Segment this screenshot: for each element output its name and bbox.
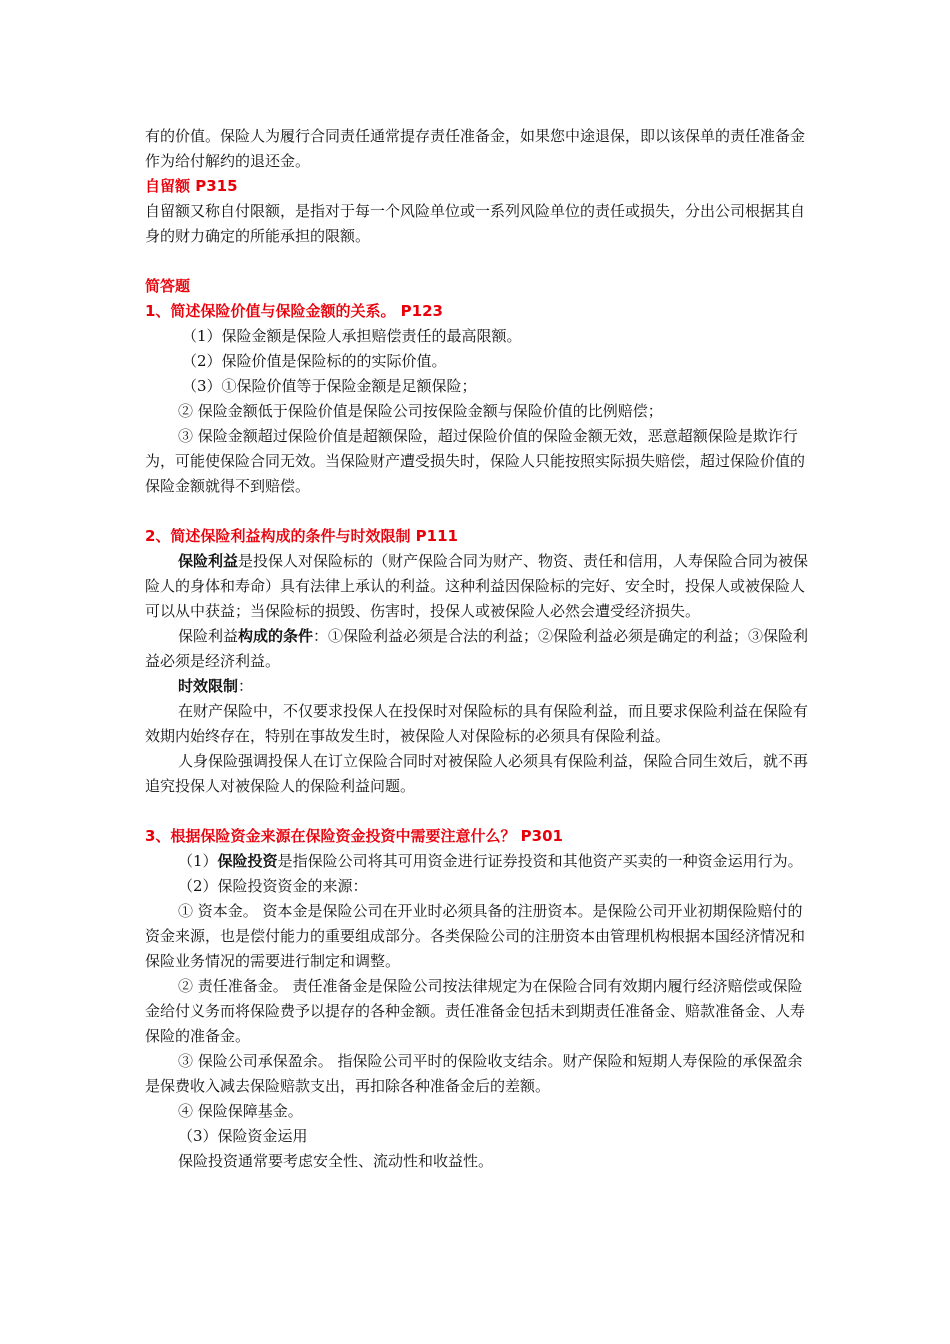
q3-paragraph: ④ 保险保障基金。 — [178, 1102, 303, 1120]
term-body: 自留额又称自付限额，是指对于每一个风险单位或一系列风险单位的责任或损失，分出公司根据其自身的财力确定的所能承担的限额。 — [145, 202, 806, 245]
q3-paragraph: （3）保险资金运用 — [178, 1127, 308, 1145]
q2-cond-body: ：①保险利益必须是合法的利益；②保险利益必须是确定的利益；③保险利益必须是经济利益。 — [145, 627, 809, 670]
q2-time-colon: ： — [238, 677, 254, 695]
q2-time-term: 时效限制 — [178, 677, 239, 695]
q3-paragraph — [145, 849, 809, 874]
spacer — [145, 799, 809, 824]
q1-item: （2）保险价值是保险标的的实际价值。 — [182, 352, 447, 370]
q3-paragraph: ① 资本金。 资本金是保险公司在开业时必须具备的注册资本。是保险公司开业初期保险赔付的资金来源，也是偿付能力的重要组成部分。各类保险公司的注册资本由管理机构根据本国经济情况和保险业务情况的需要进行制定和调整。 — [145, 902, 806, 970]
q3-paragraph: ② 责任准备金。 责任准备金是保险公司按法律规定为在保险合同有效期内履行经济赔偿或保险金给付义务而将保险费予以提存的各种金额。责任准备金包括未到期责任准备金、赔款准备金、人寿保险的准备金。 — [145, 977, 806, 1045]
q1-heading: 1、简述保险价值与保险金额的关系。 P123 — [145, 302, 443, 320]
q3-p1-body: 是指保险公司将其可用资金进行证券投资和其他资产买卖的一种资金运用行为。 — [277, 852, 803, 870]
q2-def-body: 是投保人对保险标的（财产保险合同为财产、物资、责任和信用，人寿保险合同为被保险人的身体和寿命）具有法律上承认的利益。这种利益因保险标的完好、安全时，投保人或被保险人可以从中获益；当保险标的损毁、伤害时，投保人或被保险人必然会遭受经济损失。 — [145, 552, 809, 620]
q3-p1-prefix: （1） — [178, 852, 218, 870]
q2-time-paragraph: 人身保险强调投保人在订立保险合同时对被保险人必须具有保险利益，保险合同生效后，就不再追究投保人对被保险人的保险利益问题。 — [145, 752, 809, 795]
q2-cond-term: 构成的条件 — [238, 627, 314, 645]
q2-time-paragraph: 在财产保险中，不仅要求投保人在投保时对保险标的具有保险利益，而且要求保险利益在保险有效期内始终存在，特别在事故发生时，被保险人对保险标的必须具有保险利益。 — [145, 702, 809, 745]
q2-cond-prefix: 保险利益 — [178, 627, 239, 645]
q3-p1-term: 保险投资 — [217, 852, 278, 870]
q3-paragraph: 保险投资通常要考虑安全性、流动性和收益性。 — [178, 1152, 494, 1170]
q2-heading: 2、简述保险利益构成的条件与时效限制 P111 — [145, 527, 458, 545]
q3-paragraph: ③ 保险公司承保盈余。 指保险公司平时的保险收支结余。财产保险和短期人寿保险的承保盈余是保费收入减去保险赔款支出，再扣除各种准备金后的差额。 — [145, 1052, 803, 1095]
q2-conditions — [145, 624, 809, 674]
q1-item: ② 保险金额低于保险价值是保险公司按保险金额与保险价值的比例赔偿； — [178, 402, 663, 420]
q3-heading: 3、根据保险资金来源在保险资金投资中需要注意什么？ P301 — [145, 827, 563, 845]
term-heading: 自留额 P315 — [145, 177, 238, 195]
spacer — [145, 249, 809, 274]
section-title: 简答题 — [145, 277, 191, 295]
q2-def-term: 保险利益 — [178, 552, 239, 570]
q1-item: ③ 保险金额超过保险价值是超额保险，超过保险价值的保险金额无效，恶意超额保险是欺诈行为，可能使保险合同无效。当保险财产遭受损失时，保险人只能按照实际损失赔偿，超过保险价值的保险金额就得不到赔偿。 — [145, 427, 806, 495]
q1-item: （3）①保险价值等于保险金额是足额保险； — [182, 377, 477, 395]
q2-time-label — [145, 674, 809, 699]
q1-item: （1）保险金额是保险人承担赔偿责任的最高限额。 — [182, 327, 522, 345]
spacer — [145, 499, 809, 524]
q3-paragraph: （2）保险投资资金的来源： — [178, 877, 368, 895]
document-page — [145, 124, 809, 1174]
intro-continuation: 有的价值。保险人为履行合同责任通常提存责任准备金，如果您中途退保，即以该保单的责任准备金作为给付解约的退还金。 — [145, 127, 806, 170]
q2-definition — [145, 549, 809, 624]
